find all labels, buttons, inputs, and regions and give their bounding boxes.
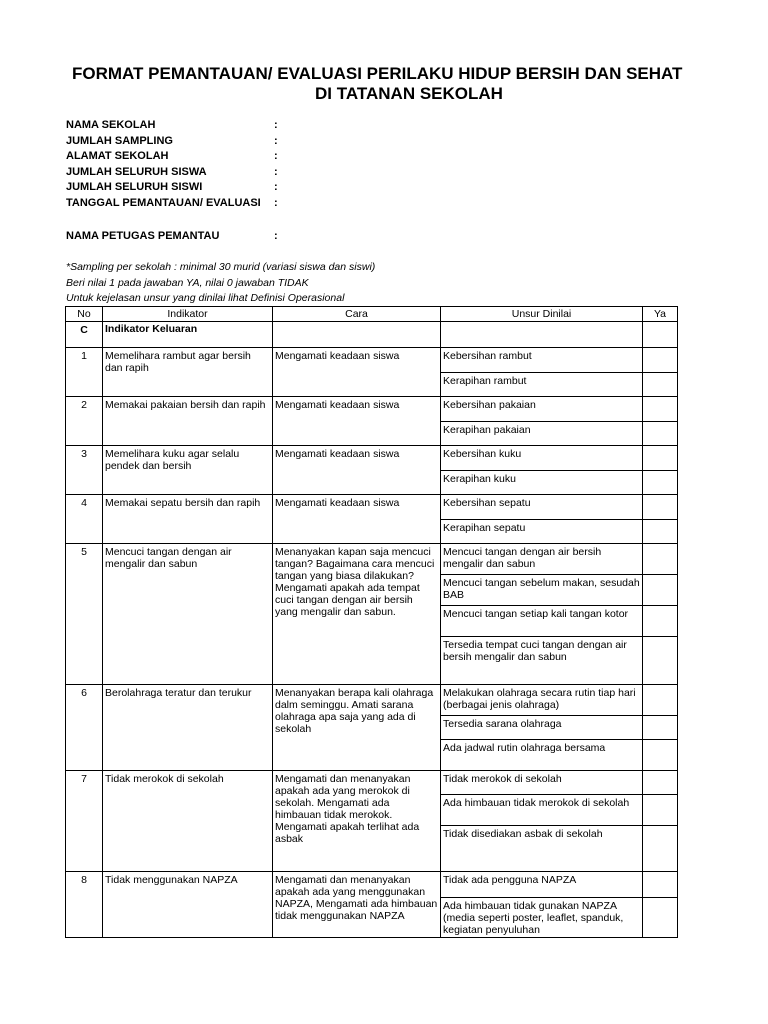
cara-cell: Mengamati keadaan siswa <box>273 495 441 544</box>
unsur-cell: Ada himbauan tidak merokok di sekolah <box>441 795 643 826</box>
ya-score-cell[interactable] <box>643 606 678 637</box>
row-number: 6 <box>66 685 103 771</box>
row-number: 7 <box>66 771 103 872</box>
ya-score-cell[interactable] <box>643 495 678 520</box>
document-title-line-1: FORMAT PEMANTAUAN/ EVALUASI PERILAKU HIDUP BERSIH DAN SEHAT <box>72 64 683 83</box>
unsur-cell: Ada himbauan tidak gunakan NAPZA (media seperti poster, leaflet, spanduk, kegiatan penyuluhan <box>441 898 643 938</box>
field-label: JUMLAH SAMPLING <box>66 134 173 147</box>
table-row <box>66 872 678 898</box>
row-number: 8 <box>66 872 103 938</box>
field-colon: : <box>274 196 278 209</box>
ya-score-cell[interactable] <box>643 826 678 872</box>
field-colon: : <box>274 134 278 147</box>
ya-score-cell[interactable] <box>643 575 678 606</box>
section-row <box>66 322 678 348</box>
ya-score-cell[interactable] <box>643 771 678 795</box>
field-label: TANGGAL PEMANTAUAN/ EVALUASI <box>66 196 261 209</box>
ya-score-cell[interactable] <box>643 397 678 422</box>
field-jumlah-siswa <box>66 165 278 181</box>
indikator-cell: Tidak menggunakan NAPZA <box>103 872 273 938</box>
table-row <box>66 685 678 716</box>
field-label: ALAMAT SEKOLAH <box>66 150 169 162</box>
note-definition: Untuk kejelasan unsur yang dinilai lihat Definisi Operasional <box>66 292 345 304</box>
indikator-cell: Memakai sepatu bersih dan rapih <box>103 495 273 544</box>
row-number: 5 <box>66 544 103 685</box>
ya-score-cell[interactable] <box>643 348 678 373</box>
ya-score-cell[interactable] <box>643 520 678 544</box>
row-number: 4 <box>66 495 103 544</box>
ya-score-cell[interactable] <box>643 471 678 495</box>
table-row <box>66 397 678 422</box>
field-label: NAMA PETUGAS PEMANTAU <box>66 230 220 242</box>
field-label: JUMLAH SELURUH SISWI <box>66 181 203 193</box>
unsur-cell: Kerapihan kuku <box>441 471 643 495</box>
ya-score-cell[interactable] <box>643 740 678 771</box>
unsur-cell: Tidak disediakan asbak di sekolah <box>441 826 643 872</box>
cara-cell: Mengamati keadaan siswa <box>273 348 441 397</box>
document-title-line-2: DI TATANAN SEKOLAH <box>315 84 503 103</box>
field-nama-sekolah <box>66 118 278 134</box>
ya-score-cell[interactable] <box>643 544 678 575</box>
indikator-cell: Mencuci tangan dengan air mengalir dan sabun <box>103 544 273 685</box>
unsur-cell: Kebersihan rambut <box>441 348 643 373</box>
unsur-cell: Tidak merokok di sekolah <box>441 771 643 795</box>
cara-cell: Mengamati dan menanyakan apakah ada yang menggunakan NAPZA, Mengamati ada himbauan tidak menggunakan NAPZA <box>273 872 441 938</box>
unsur-cell: Kerapihan rambut <box>441 373 643 397</box>
cara-cell: Mengamati dan menanyakan apakah ada yang merokok di sekolah. Mengamati ada himbauan tidak merokok. Mengamati apakah terlihat ada asbak <box>273 771 441 872</box>
table-cell <box>441 322 643 348</box>
table-row <box>66 348 678 373</box>
indikator-cell: Tidak merokok di sekolah <box>103 771 273 872</box>
cara-cell: Mengamati keadaan siswa <box>273 446 441 495</box>
table-row <box>66 544 678 575</box>
field-colon: : <box>274 181 278 193</box>
field-colon: : <box>274 165 278 178</box>
table-cell <box>643 322 678 348</box>
identity-fields <box>66 118 278 245</box>
unsur-cell: Mencuci tangan dengan air bersih mengalir dan sabun <box>441 544 643 575</box>
evaluation-table <box>65 306 678 938</box>
table-header-row <box>66 307 678 322</box>
ya-score-cell[interactable] <box>643 446 678 471</box>
unsur-cell: Ada jadwal rutin olahraga bersama <box>441 740 643 771</box>
field-jumlah-sampling <box>66 134 278 150</box>
header-no: No <box>66 307 103 322</box>
field-nama-petugas <box>66 229 278 245</box>
unsur-cell: Mencuci tangan setiap kali tangan kotor <box>441 606 643 637</box>
ya-score-cell[interactable] <box>643 898 678 938</box>
field-colon: : <box>274 230 278 242</box>
row-number: 3 <box>66 446 103 495</box>
note-scoring: Beri nilai 1 pada jawaban YA, nilai 0 jawaban TIDAK <box>66 276 309 289</box>
field-label: JUMLAH SELURUH SISWA <box>66 165 207 178</box>
row-number: 2 <box>66 397 103 446</box>
ya-score-cell[interactable] <box>643 422 678 446</box>
ya-score-cell[interactable] <box>643 795 678 826</box>
cara-cell: Menanyakan berapa kali olahraga dalm seminggu. Amati sarana olahraga apa saja yang ada di sekolah <box>273 685 441 771</box>
ya-score-cell[interactable] <box>643 373 678 397</box>
field-alamat-sekolah <box>66 149 278 165</box>
ya-score-cell[interactable] <box>643 872 678 898</box>
unsur-cell: Tersedia tempat cuci tangan dengan air bersih mengalir dan sabun <box>441 637 643 685</box>
table-cell <box>273 322 441 348</box>
ya-score-cell[interactable] <box>643 637 678 685</box>
field-colon: : <box>274 150 278 162</box>
unsur-cell: Kerapihan sepatu <box>441 520 643 544</box>
field-tanggal <box>66 196 278 212</box>
table-row <box>66 771 678 795</box>
table-row <box>66 495 678 520</box>
cara-cell: Mengamati keadaan siswa <box>273 397 441 446</box>
unsur-cell: Kerapihan pakaian <box>441 422 643 446</box>
table-row <box>66 446 678 471</box>
ya-score-cell[interactable] <box>643 685 678 716</box>
note-sampling: *Sampling per sekolah : minimal 30 murid (variasi siswa dan siswi) <box>66 261 376 273</box>
section-code: C <box>66 322 103 348</box>
unsur-cell: Kebersihan kuku <box>441 446 643 471</box>
row-number: 1 <box>66 348 103 397</box>
field-colon: : <box>274 119 278 131</box>
header-ya: Ya <box>643 307 678 322</box>
unsur-cell: Tidak ada pengguna NAPZA <box>441 872 643 898</box>
indikator-cell: Memelihara kuku agar selalu pendek dan bersih <box>103 446 273 495</box>
instruction-notes <box>66 260 375 307</box>
cara-cell: Menanyakan kapan saja mencuci tangan? Bagaimana cara mencuci tangan yang biasa dilakukan? Mengamati apakah ada tempat cuci tangan dengan air bersih yang mengalir dan sabun. <box>273 544 441 685</box>
header-unsur: Unsur Dinilai <box>441 307 643 322</box>
unsur-cell: Kebersihan sepatu <box>441 495 643 520</box>
section-label: Indikator Keluaran <box>103 322 273 348</box>
header-indikator: Indikator <box>103 307 273 322</box>
ya-score-cell[interactable] <box>643 716 678 740</box>
unsur-cell: Mencuci tangan sebelum makan, sesudah BAB <box>441 575 643 606</box>
unsur-cell: Kebersihan pakaian <box>441 397 643 422</box>
field-label: NAMA SEKOLAH <box>66 119 156 131</box>
indikator-cell: Memakai pakaian bersih dan rapih <box>103 397 273 446</box>
indikator-cell: Memelihara rambut agar bersih dan rapih <box>103 348 273 397</box>
unsur-cell: Melakukan olahraga secara rutin tiap hari (berbagai jenis olahraga) <box>441 685 643 716</box>
header-cara: Cara <box>273 307 441 322</box>
unsur-cell: Tersedia sarana olahraga <box>441 716 643 740</box>
field-jumlah-siswi <box>66 180 278 196</box>
indikator-cell: Berolahraga teratur dan terukur <box>103 685 273 771</box>
